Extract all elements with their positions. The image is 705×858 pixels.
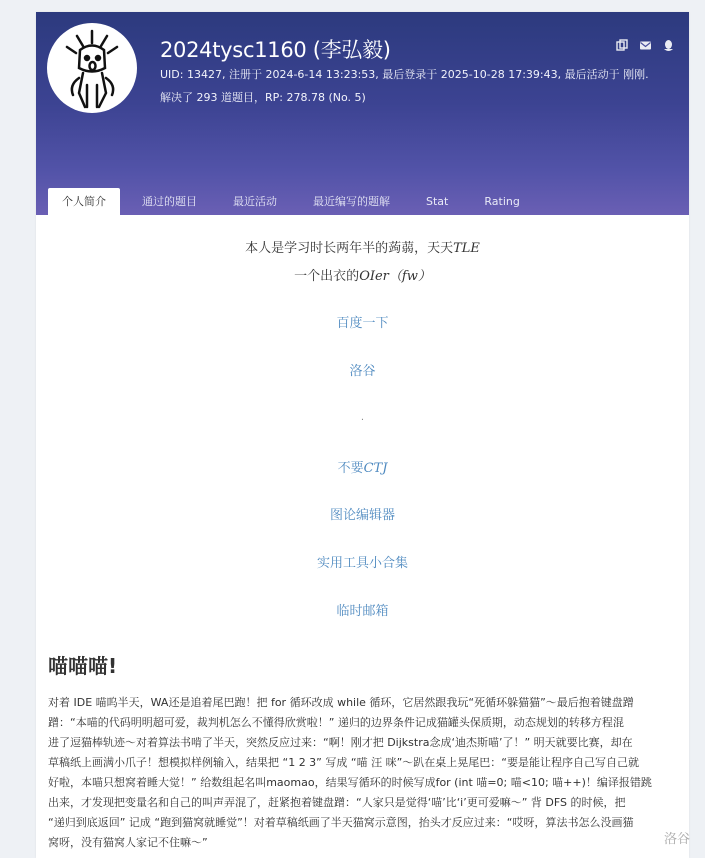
tab-stat[interactable]: Stat [426,195,449,208]
copy-icon[interactable] [616,37,629,50]
paragraph-line: 蹭：“本喵的代码明明超可爱，裁判机怎么不懂得欣赏啦！” 递归的边界条件记成猫罐头保质期，动态规划的转移方程混 [48,716,624,729]
paragraph-line: 窝呀，没有猫窝人家记不住嘛～” [48,836,208,849]
mail-icon[interactable] [639,37,652,50]
paragraph-line: 出来，才发现把变量名和自己的叫声弄混了，赶紧抱着键盘蹭：“人家只是觉得‘喵’比‘i’更可爱嘛～” 背 DFS 的时候，把 [48,796,626,809]
graph-editor-link[interactable]: 图论编辑器 [329,508,395,523]
profile-banner [36,12,689,215]
bio-line-2: 一个出衣的OIer（fw） [294,269,431,284]
baidu-link[interactable]: 百度一下 [336,316,389,331]
user-avatar[interactable] [47,23,137,113]
paragraph-line: 草稿纸上画满小爪子！想模拟样例输入，结果把 “1 2 3” 写成 “喵 汪 咪”～趴在桌上晃尾巴：“要是能让程序自己写自己就 [48,756,639,769]
dot-separator: . [360,412,365,423]
profile-stats-line: 解决了 293 道题目，RP: 278.78 (No. 5) [160,91,366,104]
tab-solutions[interactable]: 最近编写的题解 [313,195,390,208]
profile-card [36,12,689,858]
profile-uid-line: UID: 13427, 注册于 2024-6-14 13:23:53, 最后登录于 2025-10-28 17:39:43, 最后活动于 刚刚. [160,68,649,81]
temp-mail-link[interactable]: 临时邮箱 [336,604,389,619]
tab-profile[interactable]: 个人简介 [48,188,120,215]
section-title: 喵喵喵! [48,654,118,678]
tab-rating[interactable]: Rating [484,195,520,208]
section-paragraph [48,693,680,853]
tab-activity[interactable]: 最近活动 [233,195,277,208]
ctj-link[interactable]: 不要CTJ [337,461,388,476]
paragraph-line: “递归到底返回” 记成 “跑到猫窝就睡觉”！对着草稿纸画了半天猫窝示意图，抬头才反应过来：“哎呀，算法书怎么没画猫 [48,816,634,829]
qq-icon[interactable] [662,37,675,50]
profile-tabs [48,188,542,215]
tools-collection-link[interactable]: 实用工具小合集 [316,556,408,571]
paragraph-line: 对着 IDE 喵呜半天，WA还是追着尾巴跑！把 for 循环改成 while 循环，它居然跟我玩“死循环躲猫猫”～最后抱着键盘蹭 [48,696,634,709]
profile-username: 2024tysc1160 (李弘毅) [160,38,391,62]
luogu-watermark: 洛谷 [664,832,691,847]
profile-actions [616,37,675,50]
paragraph-line: 好啦，本喵只想窝着睡大觉！” 给数组起名叫maomao，结果写循环的时候写成for (int 喵=0; 喵<10; 喵++)！编译报错跳 [48,776,652,789]
bio-line-1: 本人是学习时长两年半的蒟蒻，天天TLE [245,241,480,256]
paragraph-line: 进了逗猫棒轨迹～对着算法书啃了半天，突然反应过来：“啊！刚才把 Dijkstra念成‘迪杰斯喵’了！” 明天就要比赛，却在 [48,736,633,749]
luogu-link[interactable]: 洛谷 [349,364,376,379]
tab-solved[interactable]: 通过的题目 [142,195,197,208]
